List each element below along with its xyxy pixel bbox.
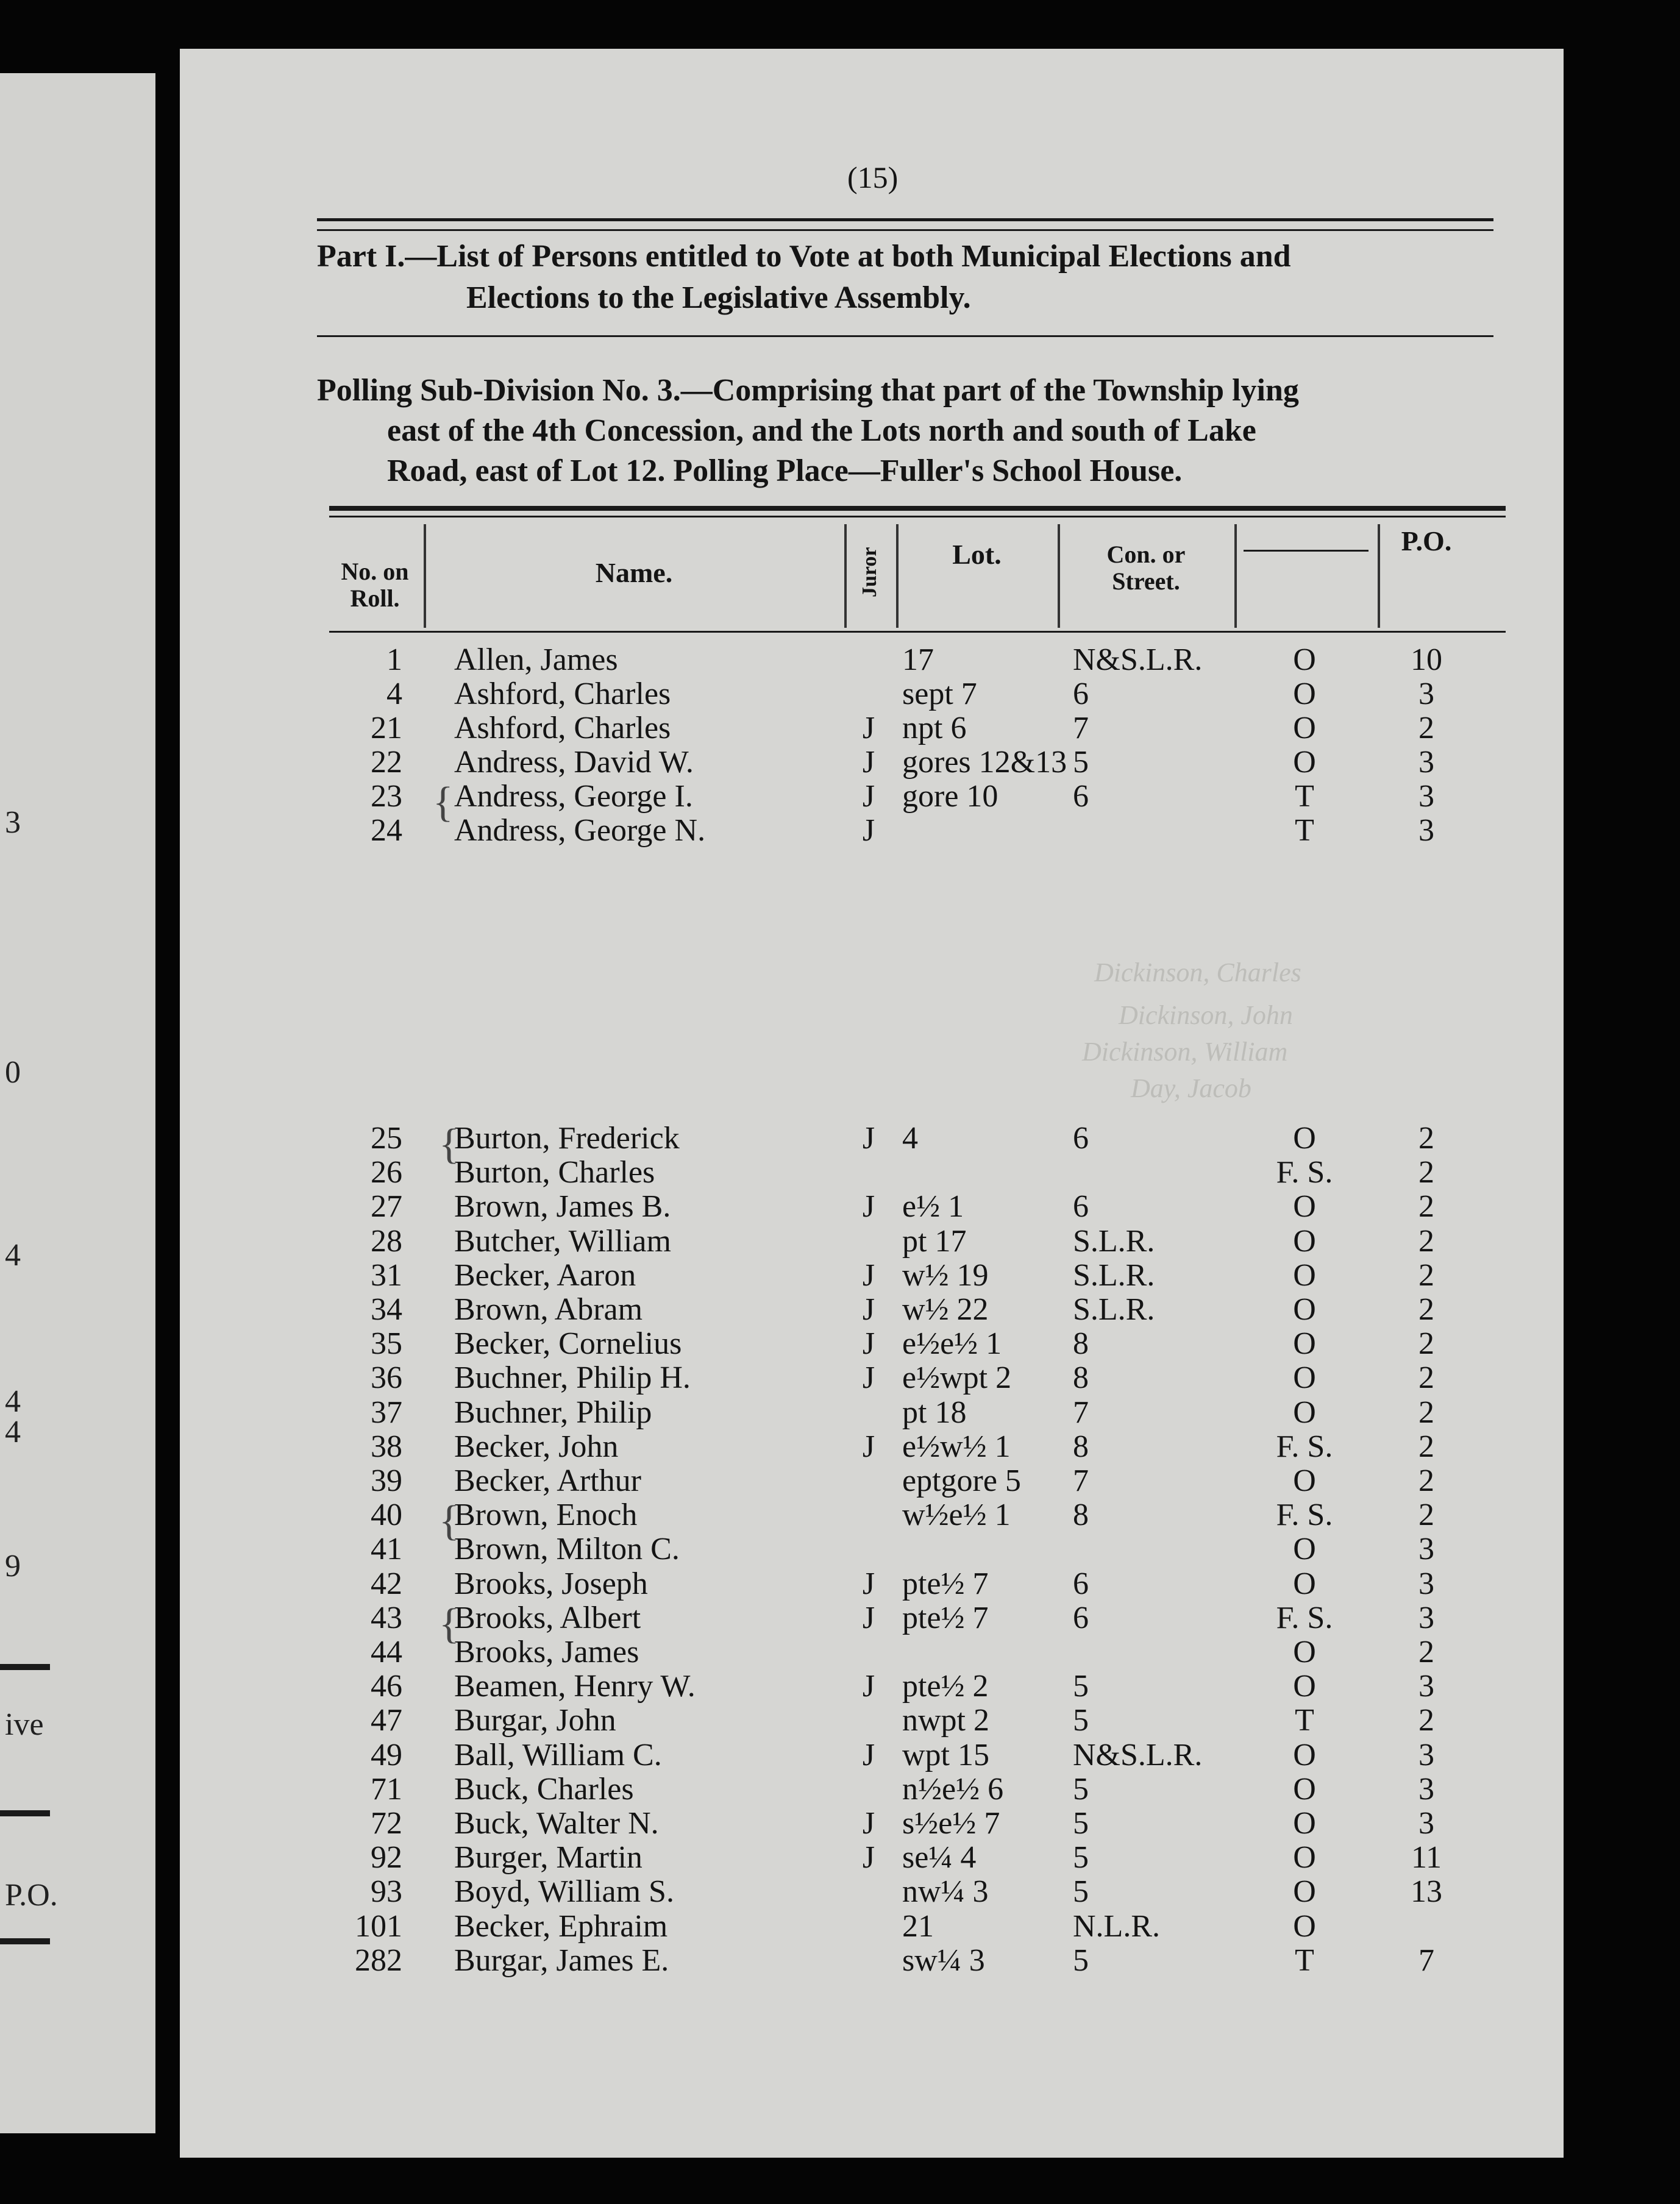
header-bottom-rule [329,631,1506,633]
roll-number: 26 [371,1155,402,1190]
roll-number: 40 [371,1498,402,1533]
status-mark: O [1293,1257,1316,1293]
roll-number: 31 [371,1257,402,1293]
voter-name: Burgar, James E. [454,1943,669,1978]
concession-value: 6 [1073,1600,1089,1635]
concession-value: S.L.R. [1073,1257,1155,1293]
status-mark: O [1293,1292,1316,1327]
voter-name: Becker, Cornelius [454,1326,682,1362]
juror-mark: J [862,1600,875,1635]
concession-value: 6 [1073,779,1089,814]
blank-column-rule [1244,550,1369,552]
lot-value: nw¼ 3 [902,1874,989,1910]
juror-mark: J [862,1292,875,1327]
juror-mark: J [862,779,875,814]
voter-name: Becker, John [454,1429,619,1464]
column-header-no-on-roll: No. on Roll. [341,558,409,612]
status-mark: O [1293,1840,1316,1875]
po-number: 3 [1418,1600,1434,1635]
concession-value: 8 [1073,1498,1089,1533]
juror-mark: J [862,1429,875,1464]
lot-value: e½ 1 [902,1189,964,1225]
status-mark: O [1293,677,1316,711]
po-number: 7 [1418,1943,1434,1978]
lot-value: e½e½ 1 [902,1326,1002,1362]
po-number: 3 [1418,1669,1434,1704]
juror-mark: J [862,745,875,780]
voter-name: Becker, Aaron [454,1257,636,1293]
po-number: 3 [1418,813,1434,848]
voter-name: Brooks, Joseph [454,1566,648,1601]
show-through-text: Dickinson, William [1082,1037,1288,1067]
voter-name: Ball, William C. [454,1737,662,1772]
voter-name: Ashford, Charles [454,711,671,745]
status-mark: O [1293,1463,1316,1498]
column-header-name: Name. [595,557,673,588]
status-mark: T [1295,779,1314,814]
roll-number: 25 [371,1121,402,1156]
left-page-fragment: P.O. [5,1878,58,1913]
concession-value: 7 [1073,1395,1089,1430]
lot-value: n½e½ 6 [902,1771,1004,1807]
po-number: 2 [1418,1155,1434,1190]
po-number: 2 [1418,1635,1434,1669]
concession-value: 8 [1073,1429,1089,1464]
concession-value: 5 [1073,1771,1089,1807]
roll-number: 28 [371,1223,402,1259]
voter-name: Butcher, William [454,1223,671,1259]
top-rule [317,229,1493,231]
voter-name: Brown, Milton C. [454,1532,680,1567]
status-mark: O [1293,1360,1316,1396]
roll-number: 22 [371,745,402,780]
status-mark: O [1293,1806,1316,1841]
po-number: 11 [1411,1840,1442,1875]
concession-value: S.L.R. [1073,1292,1155,1327]
lot-value: e½wpt 2 [902,1360,1012,1396]
po-number: 2 [1418,1463,1434,1498]
status-mark: T [1295,1703,1314,1738]
left-page-rule [0,1664,50,1670]
column-header-con-or-street: Con. or Street. [1106,541,1186,595]
voter-name: Brooks, James [454,1635,639,1669]
left-page-fragment: 3 [5,805,21,840]
status-mark: T [1295,813,1314,848]
roll-number: 42 [371,1566,402,1601]
lot-value: sept 7 [902,677,977,711]
show-through-text: Dickinson, Charles [1094,958,1301,987]
po-number: 2 [1418,1292,1434,1327]
status-mark: O [1293,1395,1316,1430]
roll-number: 41 [371,1532,402,1567]
adjacent-page-fragment [0,73,155,2133]
roll-number: 101 [355,1908,402,1944]
po-number: 3 [1418,1532,1434,1567]
roll-number: 39 [371,1463,402,1498]
po-number: 3 [1418,779,1434,814]
po-number: 2 [1418,1121,1434,1156]
po-number: 2 [1418,1498,1434,1533]
concession-value: N.L.R. [1073,1908,1160,1944]
lot-value: pt 17 [902,1223,967,1259]
lot-value: gores 12&13 [902,745,1067,780]
po-number: 2 [1418,1326,1434,1362]
roll-number: 44 [371,1635,402,1669]
family-bracket: { [439,1121,460,1168]
voter-name: Brown, Abram [454,1292,643,1327]
status-mark: O [1293,745,1316,780]
table-top-rule [329,506,1506,511]
roll-number: 1 [386,642,402,677]
lot-value: nwpt 2 [902,1703,989,1738]
po-number: 2 [1418,1703,1434,1738]
polling-subdivision-line-3: Road, east of Lot 12. Polling Place—Fuller's School House. [387,453,1183,488]
concession-value: 5 [1073,1806,1089,1841]
po-number: 2 [1418,1395,1434,1430]
lot-value: npt 6 [902,711,967,745]
roll-number: 36 [371,1360,402,1396]
voter-name: Boyd, William S. [454,1874,674,1910]
lot-value: w½ 19 [902,1257,989,1293]
juror-mark: J [862,1806,875,1841]
po-number: 3 [1418,1737,1434,1772]
voter-name: Buchner, Philip [454,1395,652,1430]
roll-number: 49 [371,1737,402,1772]
concession-value: 5 [1073,1840,1089,1875]
status-mark: O [1293,1532,1316,1567]
roll-number: 46 [371,1669,402,1704]
po-number: 3 [1418,677,1434,711]
lot-value: s½e½ 7 [902,1806,1000,1841]
status-mark: F. S. [1276,1155,1333,1190]
juror-mark: J [862,1360,875,1396]
roll-number: 35 [371,1326,402,1362]
voter-name: Andress, George I. [454,779,693,814]
status-mark: O [1293,1771,1316,1807]
status-mark: O [1293,1326,1316,1362]
roll-number: 4 [386,677,402,711]
status-mark: O [1293,1189,1316,1225]
juror-mark: J [862,1326,875,1362]
roll-number: 72 [371,1806,402,1841]
column-header-juror: Juror [858,547,881,597]
po-number: 2 [1418,1429,1434,1464]
po-number: 2 [1418,1257,1434,1293]
concession-value: N&S.L.R. [1073,642,1203,677]
document-page [180,49,1564,2158]
po-number: 2 [1418,1189,1434,1225]
concession-value: 5 [1073,1703,1089,1738]
roll-number: 43 [371,1600,402,1635]
juror-mark: J [862,1189,875,1225]
lot-value: pte½ 7 [902,1566,989,1601]
voter-name: Ashford, Charles [454,677,671,711]
voter-name: Allen, James [454,642,618,677]
concession-value: 7 [1073,711,1089,745]
po-number: 2 [1418,1360,1434,1396]
section-rule [317,335,1493,337]
status-mark: F. S. [1276,1600,1333,1635]
roll-number: 38 [371,1429,402,1464]
top-rule [317,218,1493,221]
lot-value: sw¼ 3 [902,1943,985,1978]
concession-value: 6 [1073,1566,1089,1601]
concession-value: 5 [1073,1669,1089,1704]
voter-name: Andress, David W. [454,745,694,780]
polling-subdivision-line-2: east of the 4th Concession, and the Lots north and south of Lake [387,413,1256,448]
roll-number: 24 [371,813,402,848]
lot-value: 4 [902,1121,918,1156]
left-page-fragment: 0 [5,1055,21,1090]
po-number: 3 [1418,1806,1434,1841]
juror-mark: J [862,1566,875,1601]
left-page-rule [0,1810,50,1816]
po-number: 2 [1418,1223,1434,1259]
roll-number: 27 [371,1189,402,1225]
column-divider [1378,524,1380,628]
roll-number: 23 [371,779,402,814]
concession-value: 5 [1073,1943,1089,1978]
column-divider [844,524,847,628]
lot-value: w½e½ 1 [902,1498,1011,1533]
roll-number: 47 [371,1703,402,1738]
lot-value: w½ 22 [902,1292,989,1327]
juror-mark: J [862,1257,875,1293]
concession-value: 5 [1073,745,1089,780]
juror-mark: J [862,1737,875,1772]
roll-number: 93 [371,1874,402,1910]
roll-number: 282 [355,1943,402,1978]
polling-subdivision-line-1: Polling Sub-Division No. 3.—Comprising that part of the Township lying [317,373,1299,408]
juror-mark: J [862,1840,875,1875]
status-mark: O [1293,1874,1316,1910]
status-mark: O [1293,1908,1316,1944]
column-header-lot: Lot. [952,539,1002,570]
concession-value: 8 [1073,1360,1089,1396]
lot-value: e½w½ 1 [902,1429,1011,1464]
concession-value: 6 [1073,1121,1089,1156]
roll-number: 71 [371,1771,402,1807]
juror-mark: J [862,1121,875,1156]
voter-name: Andress, George N. [454,813,706,848]
status-mark: O [1293,1737,1316,1772]
lot-value: se¼ 4 [902,1840,977,1875]
status-mark: T [1295,1943,1314,1978]
concession-value: 5 [1073,1874,1089,1910]
lot-value: pte½ 7 [902,1600,989,1635]
voter-name: Buchner, Philip H. [454,1360,691,1396]
column-divider [424,524,426,628]
voter-name: Becker, Ephraim [454,1908,668,1944]
voter-name: Brown, James B. [454,1189,671,1225]
roll-number: 21 [371,711,402,745]
po-number: 13 [1411,1874,1442,1910]
lot-value: 21 [902,1908,934,1944]
voter-name: Buck, Charles [454,1771,634,1807]
lot-value: eptgore 5 [902,1463,1021,1498]
juror-mark: J [862,1669,875,1704]
voter-name: Beamen, Henry W. [454,1669,696,1704]
part-title-line-2: Elections to the Legislative Assembly. [466,280,971,315]
status-mark: O [1293,1635,1316,1669]
left-page-rule [0,1938,50,1944]
status-mark: F. S. [1276,1498,1333,1533]
status-mark: O [1293,1669,1316,1704]
lot-value: gore 10 [902,779,998,814]
column-header-po: P.O. [1401,525,1452,556]
concession-value: 8 [1073,1326,1089,1362]
concession-value: 6 [1073,677,1089,711]
left-page-fragment: 4 [5,1238,21,1273]
lot-value: pte½ 2 [902,1669,989,1704]
voter-name: Becker, Arthur [454,1463,641,1498]
concession-value: 6 [1073,1189,1089,1225]
concession-value: S.L.R. [1073,1223,1155,1259]
po-number: 3 [1418,1566,1434,1601]
left-page-fragment: 9 [5,1549,21,1584]
voter-name: Brooks, Albert [454,1600,641,1635]
family-bracket: { [439,1498,460,1545]
family-bracket: { [439,1600,460,1648]
concession-value: 7 [1073,1463,1089,1498]
voter-name: Burgar, John [454,1703,616,1738]
roll-number: 34 [371,1292,402,1327]
lot-value: pt 18 [902,1395,967,1430]
juror-mark: J [862,813,875,848]
po-number: 3 [1418,1771,1434,1807]
page-number: (15) [847,160,899,194]
lot-value: 17 [902,642,934,677]
column-divider [896,524,899,628]
po-number: 10 [1411,642,1442,677]
left-page-fragment: ive [5,1707,44,1742]
po-number: 3 [1418,745,1434,780]
status-mark: O [1293,642,1316,677]
roll-number: 37 [371,1395,402,1430]
left-page-fragment: 4 [5,1384,21,1419]
status-mark: O [1293,1566,1316,1601]
lot-value: wpt 15 [902,1737,989,1772]
voter-name: Burton, Charles [454,1155,655,1190]
voter-name: Burton, Frederick [454,1121,680,1156]
part-title: Part I.—List of Persons entitled to Vote at both Municipal Elections and [317,239,1291,274]
voter-name: Buck, Walter N. [454,1806,659,1841]
status-mark: O [1293,1121,1316,1156]
table-top-rule [329,516,1506,517]
column-divider [1058,524,1060,628]
status-mark: O [1293,1223,1316,1259]
juror-mark: J [862,711,875,745]
po-number: 2 [1418,711,1434,745]
status-mark: F. S. [1276,1429,1333,1464]
left-page-fragment: 4 [5,1415,21,1449]
column-divider [1234,524,1237,628]
voter-name: Brown, Enoch [454,1498,638,1533]
show-through-text: Dickinson, John [1119,1000,1293,1030]
show-through-text: Day, Jacob [1131,1073,1251,1103]
concession-value: N&S.L.R. [1073,1737,1203,1772]
voter-name: Burger, Martin [454,1840,642,1875]
status-mark: O [1293,711,1316,745]
family-bracket: { [433,779,454,826]
roll-number: 92 [371,1840,402,1875]
